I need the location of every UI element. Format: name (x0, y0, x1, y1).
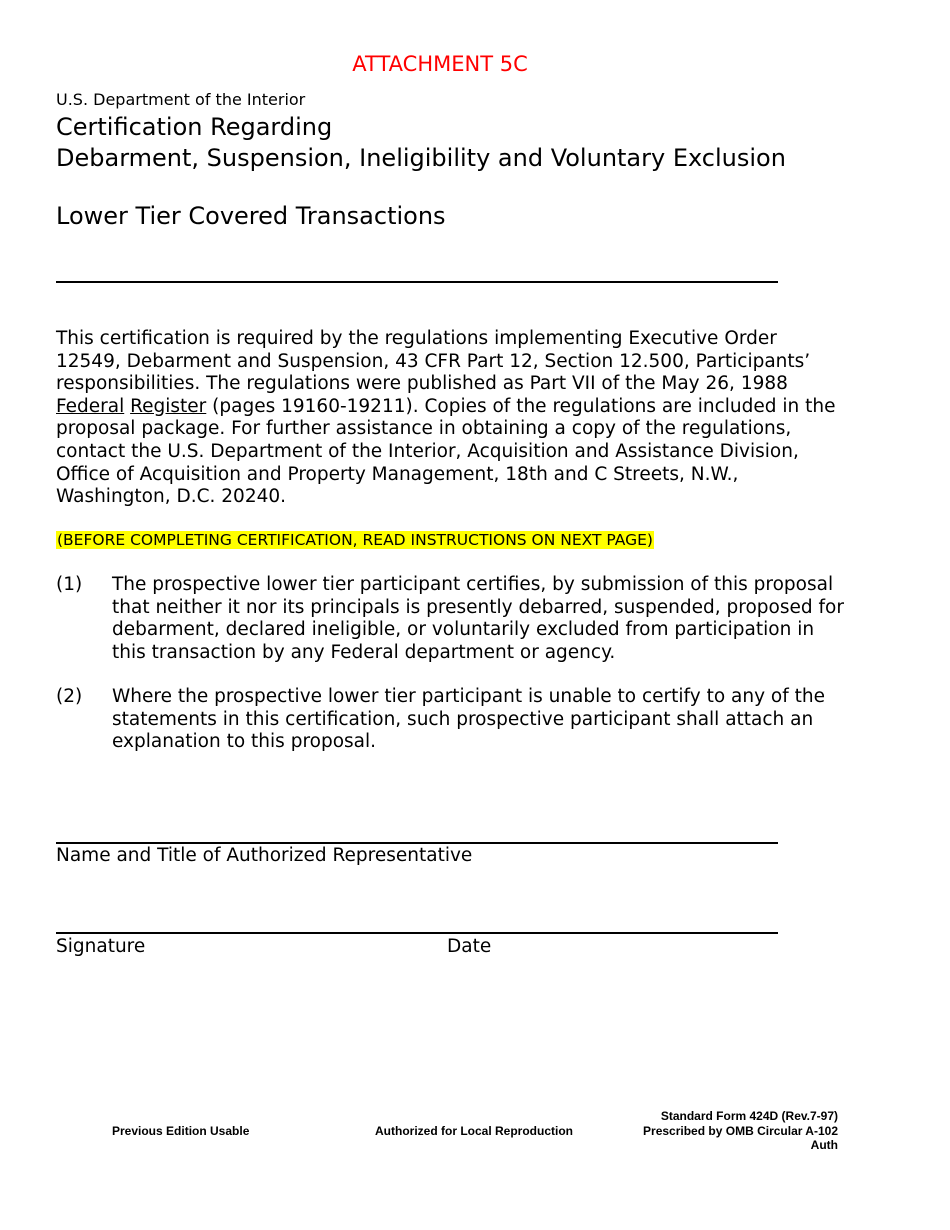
form-number: Standard Form 424D (Rev.7-97) (660, 1109, 838, 1123)
name-title-line[interactable] (56, 842, 778, 844)
form-prescribed: Prescribed by OMB Circular A-102 (643, 1123, 838, 1138)
federal-link: Federal (56, 395, 125, 417)
form-auth: Auth (810, 1138, 838, 1152)
signature-label: Signature (56, 936, 146, 957)
certification-item-1 (56, 574, 846, 666)
department-name: U.S. Department of the Interior (56, 90, 306, 109)
intro-text-part1: This certification is required by the regulations implementing Executive Order 12549, Debarment and Suspension, 43 CFR Part 12, Section 12.500, Participants’ responsibilities. The regulations were published as Part VII of the May 26, 1988 (56, 328, 811, 395)
attachment-label: ATTACHMENT 5C (352, 52, 528, 76)
previous-edition-note: Previous Edition Usable (112, 1124, 250, 1138)
name-title-label: Name and Title of Authorized Representative (56, 845, 473, 866)
instructions-notice: (BEFORE COMPLETING CERTIFICATION, READ INSTRUCTIONS ON NEXT PAGE) (57, 531, 653, 549)
header-divider (56, 281, 778, 283)
register-link: Register (130, 395, 207, 417)
title-line-2: Debarment, Suspension, Ineligibility and Voluntary Exclusion (56, 144, 786, 172)
item-text: The prospective lower tier participant certifies, by submission of this proposal that neither it nor its principals is presently debarred, suspended, proposed for debarment, declared ineligible, or voluntarily excluded from participation in this transaction by any Federal department or agency. (112, 574, 844, 663)
item-number: (1) (56, 574, 83, 595)
item-text: Where the prospective lower tier participant is unable to certify to any of the statements in this certification, such prospective participant shall attach an explanation to this proposal. (112, 686, 825, 753)
item-number: (2) (56, 686, 83, 707)
page-title (56, 112, 786, 174)
intro-text-part2: (pages 19160-19211). Copies of the regulations are included in the proposal package. For further assistance in obtaining a copy of the regulations, contact the U.S. Department of the Interior, Acquisition and Assistance Division, Office of Acquisition and Property Management, 18th and C Streets, N.W., Washington, D.C. 20240. (56, 395, 836, 508)
title-line-1: Certification Regarding (56, 113, 333, 141)
page-subtitle: Lower Tier Covered Transactions (56, 202, 446, 230)
certification-item-2 (56, 686, 846, 756)
date-label: Date (447, 936, 492, 957)
form-info (560, 1109, 838, 1153)
local-reproduction-note: Authorized for Local Reproduction (375, 1124, 573, 1138)
signature-line[interactable] (56, 932, 778, 934)
intro-paragraph (56, 328, 846, 509)
